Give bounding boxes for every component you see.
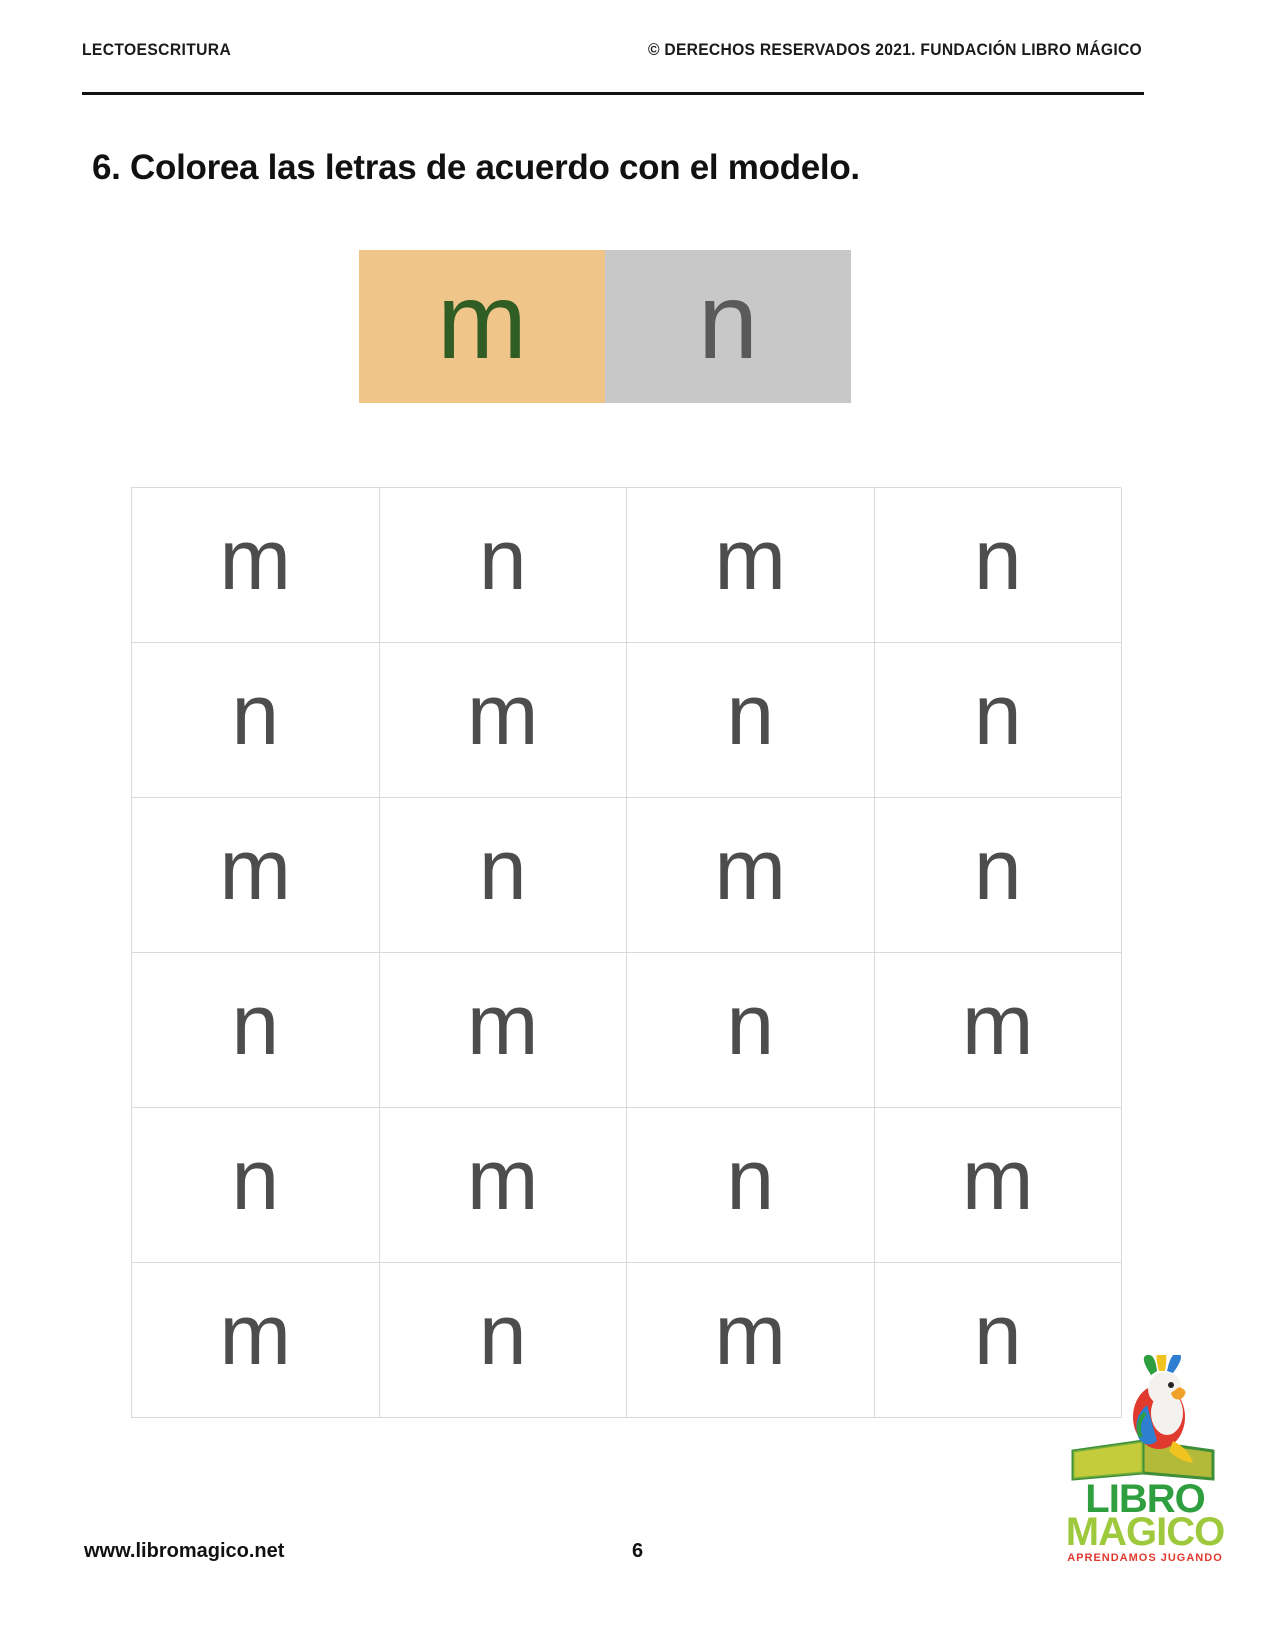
grid-letter: n xyxy=(231,977,280,1073)
grid-cell[interactable] xyxy=(875,1108,1123,1263)
grid-cell[interactable] xyxy=(132,1263,380,1418)
grid-letter: n xyxy=(973,512,1022,608)
header-subject-label: LECTOESCRITURA xyxy=(82,40,232,59)
grid-cell[interactable] xyxy=(875,798,1123,953)
grid-cell[interactable] xyxy=(875,643,1123,798)
page-title: 6. Colorea las letras de acuerdo con el modelo. xyxy=(92,148,860,187)
logo-line-magico: MAGICO xyxy=(1065,1509,1225,1554)
grid-letter: m xyxy=(466,977,539,1073)
model-letter-n: n xyxy=(697,259,759,381)
grid-cell[interactable] xyxy=(380,1108,628,1263)
grid-letter: n xyxy=(478,1287,527,1383)
grid-cell[interactable] xyxy=(627,1263,875,1418)
grid-cell[interactable] xyxy=(132,488,380,643)
model-key xyxy=(359,250,851,403)
grid-cell[interactable] xyxy=(132,643,380,798)
grid-letter: m xyxy=(219,512,292,608)
grid-cell[interactable] xyxy=(380,488,628,643)
page-header xyxy=(82,40,1142,60)
grid-letter: n xyxy=(973,667,1022,763)
grid-letter: n xyxy=(231,1132,280,1228)
grid-cell[interactable] xyxy=(132,798,380,953)
footer-page-number: 6 xyxy=(631,1540,644,1562)
grid-letter: m xyxy=(466,667,539,763)
header-divider xyxy=(82,92,1144,95)
logo-line-libro: LIBRO xyxy=(1085,1477,1205,1521)
grid-letter: n xyxy=(231,667,280,763)
model-letter-m: m xyxy=(437,259,527,381)
grid-cell[interactable] xyxy=(380,798,628,953)
grid-cell[interactable] xyxy=(627,798,875,953)
grid-cell[interactable] xyxy=(132,953,380,1108)
footer-website-url[interactable]: www.libromagico.net xyxy=(84,1540,285,1562)
grid-letter: m xyxy=(219,1287,292,1383)
grid-cell[interactable] xyxy=(132,1108,380,1263)
grid-cell[interactable] xyxy=(627,488,875,643)
logo-mark-icon xyxy=(1055,1355,1235,1485)
grid-letter: m xyxy=(466,1132,539,1228)
grid-cell[interactable] xyxy=(380,953,628,1108)
grid-letter: m xyxy=(714,512,787,608)
letter-grid xyxy=(131,487,1121,1418)
grid-cell[interactable] xyxy=(627,953,875,1108)
grid-letter: m xyxy=(961,1132,1034,1228)
grid-letter: n xyxy=(726,977,775,1073)
grid-letter: n xyxy=(478,822,527,918)
grid-letter: n xyxy=(726,667,775,763)
grid-cell[interactable] xyxy=(380,1263,628,1418)
grid-letter: m xyxy=(219,822,292,918)
grid-letter: m xyxy=(961,977,1034,1073)
grid-letter: n xyxy=(973,822,1022,918)
grid-letter: m xyxy=(714,822,787,918)
grid-letter: n xyxy=(726,1132,775,1228)
grid-letter: m xyxy=(714,1287,787,1383)
grid-cell[interactable] xyxy=(875,953,1123,1108)
grid-letter: n xyxy=(973,1287,1022,1383)
grid-cell[interactable] xyxy=(627,643,875,798)
grid-letter: n xyxy=(478,512,527,608)
grid-cell[interactable] xyxy=(380,643,628,798)
grid-cell[interactable] xyxy=(627,1108,875,1263)
model-cell-m xyxy=(359,250,605,403)
header-copyright-label: © DERECHOS RESERVADOS 2021. FUNDACIÓN LIBRO MÁGICO xyxy=(647,40,1142,59)
model-cell-n xyxy=(605,250,851,403)
grid-cell[interactable] xyxy=(875,488,1123,643)
logo-tagline: APRENDAMOS JUGANDO xyxy=(1067,1551,1223,1564)
libro-magico-logo xyxy=(1055,1355,1235,1570)
